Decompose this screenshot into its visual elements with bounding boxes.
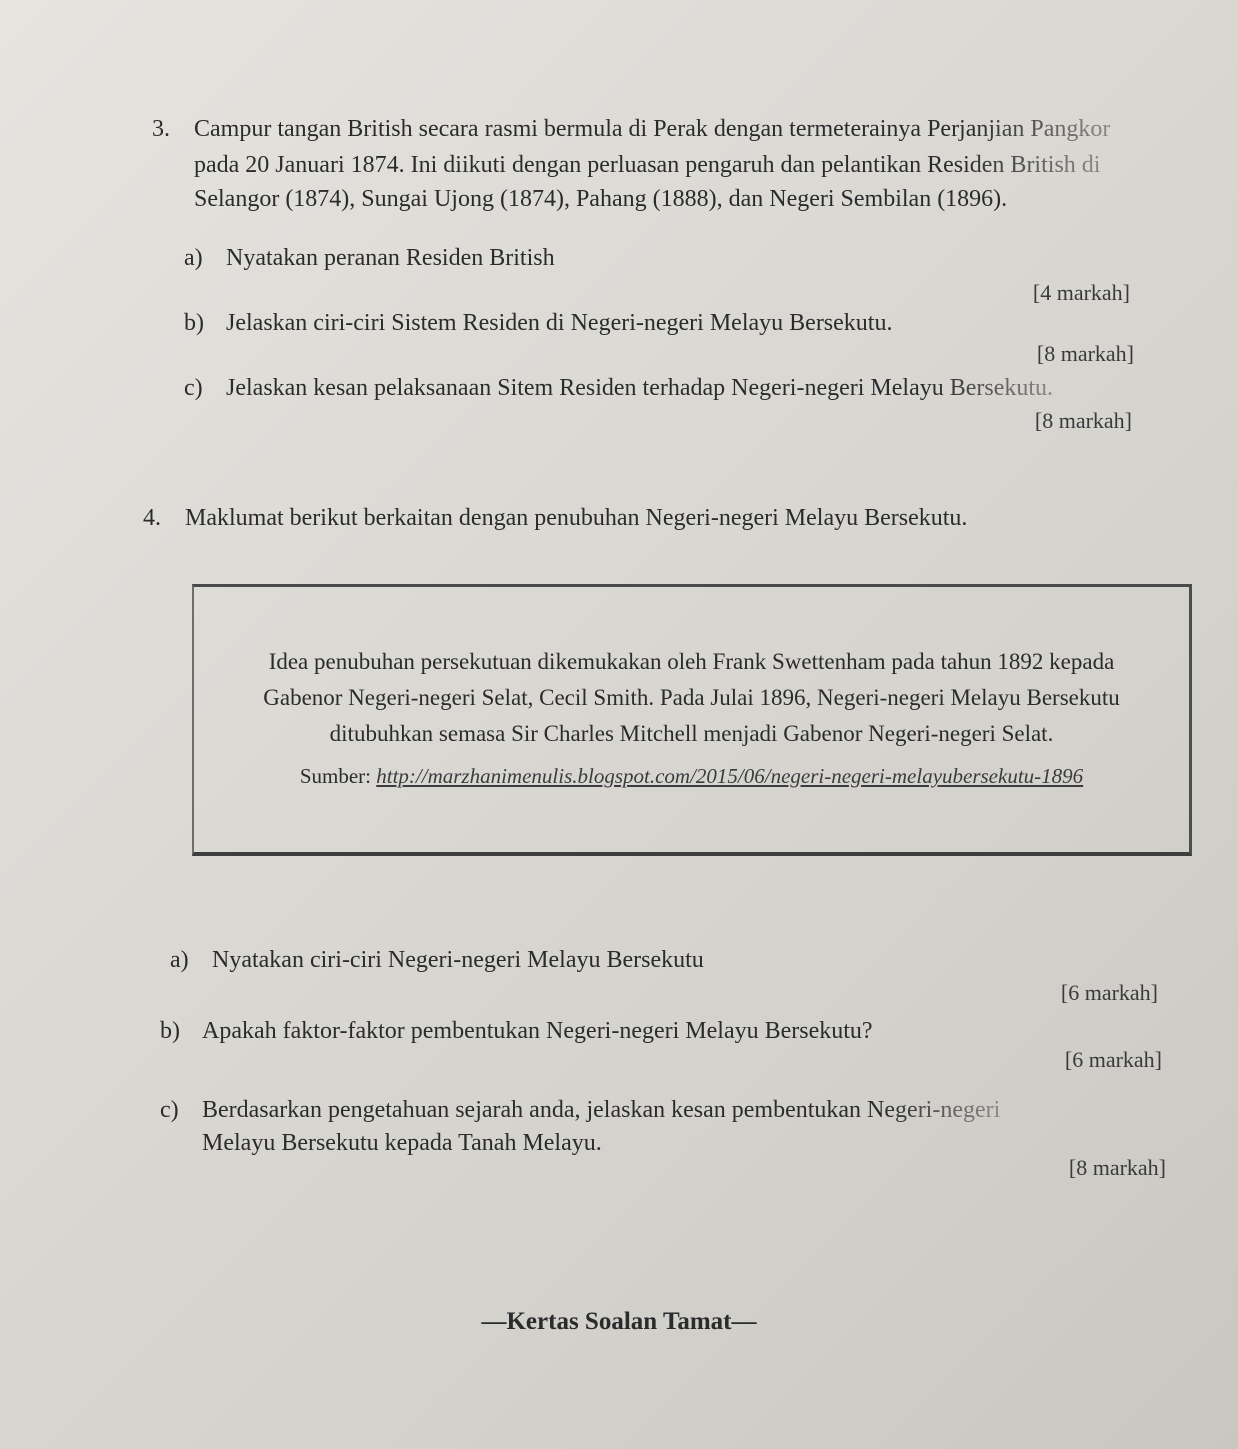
q4-part-b-label: b) <box>160 1018 180 1044</box>
info-box-source <box>194 761 1189 791</box>
q4-part-c-marks: [8 markah] <box>1068 1155 1166 1180</box>
q3-intro-line-1: Campur tangan British secara rasmi bermula di Perak dengan termeterainya Perjanjian Pangkor <box>194 116 1111 142</box>
source-link[interactable]: http://marzhanimenulis.blogspot.com/2015/06/negeri-negeri-melayubersekutu-1896 <box>376 764 1084 788</box>
q3-part-b <box>184 308 892 338</box>
q3-part-b-label: b) <box>184 310 204 336</box>
info-box <box>192 584 1192 856</box>
info-box-line-1: Idea penubuhan persekutuan dikemukakan oleh Frank Swettenham pada tahun 1892 kepada <box>268 649 1115 674</box>
info-box-line-2: Gabenor Negeri-negeri Selat, Cecil Smith. Pada Julai 1896, Negeri-negeri Melayu Bersekutu <box>263 685 1120 710</box>
q4-part-c <box>160 1095 1000 1125</box>
q4-part-a <box>170 945 704 975</box>
q3-part-a-marks: [4 markah] <box>1032 280 1130 305</box>
q3-part-a-label: a) <box>184 245 203 271</box>
q4-number: 4. <box>143 505 161 531</box>
q4-part-b-text: Apakah faktor-faktor pembentukan Negeri-negeri Melayu Bersekutu? <box>202 1018 873 1044</box>
paper-end-footer: —Kertas Soalan Tamat— <box>481 1308 757 1335</box>
q4-intro: Maklumat berikut berkaitan dengan penubuhan Negeri-negeri Melayu Bersekutu. <box>185 505 968 531</box>
info-box-line-3: ditubuhkan semasa Sir Charles Mitchell menjadi Gabenor Negeri-negeri Selat. <box>329 721 1054 746</box>
q3-part-b-text: Jelaskan ciri-ciri Sistem Residen di Negeri-negeri Melayu Bersekutu. <box>226 310 893 336</box>
q3-part-c <box>184 373 1053 403</box>
q4-part-a-label: a) <box>170 947 189 973</box>
q4-part-c-text-2: Melayu Bersekutu kepada Tanah Melayu. <box>202 1130 602 1156</box>
q4-part-c-label: c) <box>160 1097 179 1123</box>
q3-part-a <box>184 243 555 273</box>
q3-part-a-text: Nyatakan peranan Residen British <box>226 245 555 271</box>
q4-part-b <box>160 1016 873 1046</box>
q3-part-b-marks: [8 markah] <box>1036 341 1134 366</box>
q3-part-c-text: Jelaskan kesan pelaksanaan Sitem Residen terhadap Negeri-negeri Melayu Bersekutu. <box>226 375 1054 401</box>
q4-part-b-marks: [6 markah] <box>1064 1047 1162 1072</box>
q3-line-1 <box>152 114 1110 144</box>
q4-part-c-text-1: Berdasarkan pengetahuan sejarah anda, jelaskan kesan pembentukan Negeri-negeri <box>202 1097 1001 1123</box>
source-label: Sumber: <box>299 764 371 788</box>
q3-part-c-marks: [8 markah] <box>1034 408 1132 433</box>
q4-part-a-text: Nyatakan ciri-ciri Negeri-negeri Melayu Bersekutu <box>212 947 704 973</box>
q4-line-1 <box>143 503 967 533</box>
q3-number: 3. <box>152 116 170 142</box>
q3-intro-line-2: pada 20 Januari 1874. Ini diikuti dengan perluasan pengaruh dan pelantikan Residen British di <box>194 152 1101 178</box>
q4-part-a-marks: [6 markah] <box>1060 980 1158 1005</box>
q3-intro-line-3: Selangor (1874), Sungai Ujong (1874), Pahang (1888), dan Negeri Sembilan (1896). <box>194 186 1008 212</box>
q3-part-c-label: c) <box>184 375 203 401</box>
